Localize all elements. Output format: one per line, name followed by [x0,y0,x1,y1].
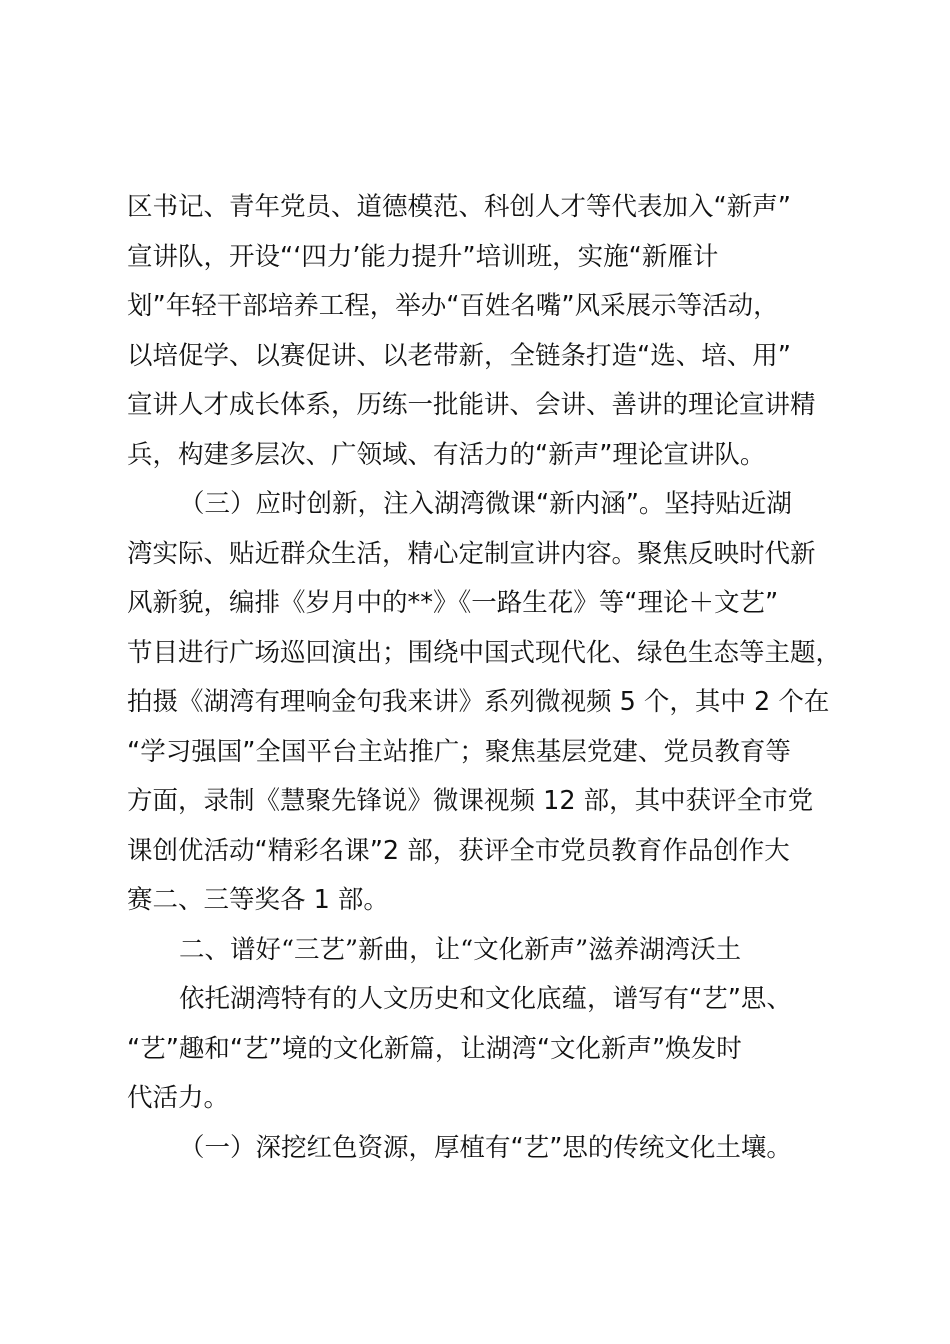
body-line: 拍摄《湖湾有理响金句我来讲》系列微视频 5 个，其中 2 个在 [127,687,830,717]
body-line: 宣讲人才成长体系，历练一批能讲、会讲、善讲的理论宣讲精 [127,390,816,420]
body-line: 代活力。 [127,1083,230,1113]
section-heading: 二、谱好“三艺”新曲，让“文化新声”滋养湖湾沃土 [179,934,742,965]
document-body [127,183,857,1173]
body-line: 划”年轻干部培养工程，举办“百姓名嘴”风采展示等活动， [127,291,779,321]
body-line: 依托湖湾特有的人文历史和文化底蕴，谱写有“艺”思、 [179,984,792,1014]
body-line: 节目进行广场巡回演出；围绕中国式现代化、绿色生态等主题， [127,637,842,668]
body-line: 风新貌，编排《岁月中的**》《一路生花》等“理论＋文艺” [127,588,779,618]
body-line: “学习强国”全国平台主站推广；聚焦基层党建、党员教育等 [127,736,791,767]
body-line: 湾实际、贴近群众生活，精心定制宣讲内容。聚焦反映时代新 [127,538,816,569]
body-line: 方面，录制《慧聚先锋说》微课视频 12 部，其中获评全市党 [127,786,814,816]
subsection-line: （一）深挖红色资源，厚植有“艺”思的传统文化土壤。 [179,1132,792,1163]
body-line: 兵，构建多层次、广领域、有活力的“新声”理论宣讲队。 [127,439,766,470]
body-line: 以培促学、以赛促讲、以老带新，全链条打造“选、培、用” [127,340,791,371]
body-line: 课创优活动“精彩名课”2 部，获评全市党员教育作品创作大 [127,835,790,866]
body-line: “艺”趣和“艺”境的文化新篇，让湖湾“文化新声”焕发时 [127,1033,742,1064]
subsection-line: （三）应时创新，注入湖湾微课“新内涵”。坚持贴近湖 [179,489,792,519]
body-line: 宣讲队，开设“‘四力’能力提升”培训班，实施“新雁计 [127,241,719,272]
body-line: 区书记、青年党员、道德模范、科创人才等代表加入“新声” [127,192,791,222]
body-line: 赛二、三等奖各 1 部。 [127,885,389,915]
